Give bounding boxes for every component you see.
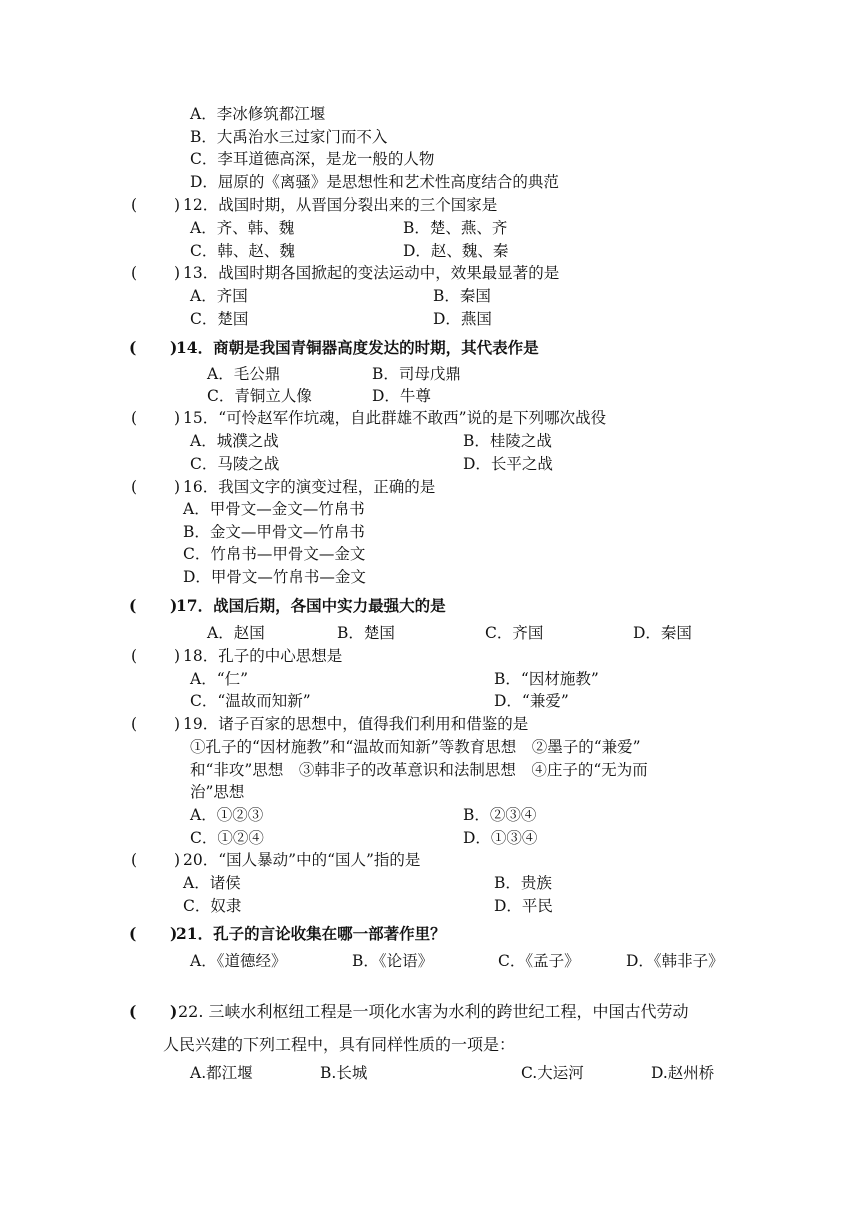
- question-body-line: 和“非攻”思想 ③韩非子的改革意识和法制思想 ④庄子的“无为而: [190, 761, 648, 779]
- answer-paren-close: ): [174, 715, 181, 733]
- option: D．甲骨文—竹帛书—金文: [183, 568, 366, 586]
- option: A.都江堰: [190, 1064, 253, 1082]
- question-stem: 21．孔子的言论收集在哪一部著作里？: [176, 924, 446, 943]
- answer-paren-close: ): [170, 338, 178, 357]
- option: D．秦国: [633, 624, 692, 642]
- option: C．齐国: [485, 624, 544, 642]
- answer-paren-open[interactable]: (: [129, 338, 137, 357]
- option: D．牛尊: [372, 387, 431, 405]
- option: A．齐国: [190, 287, 248, 305]
- q11-option-b: B．大禹治水三过家门而不入: [190, 128, 388, 146]
- option: D．《韩非子》: [626, 952, 724, 970]
- option: A．诸侯: [183, 874, 241, 892]
- option: A．“仁”: [190, 670, 249, 688]
- option: C．竹帛书—甲骨文—金文: [183, 545, 366, 563]
- option: B．《论语》: [352, 952, 434, 970]
- answer-paren-close: ): [174, 264, 181, 282]
- q11-option-a: A．李冰修筑都江堰: [190, 105, 326, 123]
- option: A．①②③: [190, 806, 264, 824]
- option: B．“因材施教”: [494, 670, 599, 688]
- answer-paren-close: ): [174, 409, 181, 427]
- option: A．城濮之战: [190, 432, 279, 450]
- option: C．奴隶: [183, 897, 242, 915]
- answer-paren-close: ): [174, 851, 181, 869]
- answer-paren-close: ): [170, 924, 178, 943]
- option: A．齐、韩、魏: [190, 219, 295, 237]
- option: C．楚国: [190, 310, 249, 328]
- q11-option-c: C．李耳道德高深，是龙一般的人物: [190, 150, 435, 168]
- question-stem: 20．“国人暴动”中的“国人”指的是: [183, 851, 421, 869]
- answer-paren-open[interactable]: (: [131, 478, 138, 496]
- answer-paren-open[interactable]: (: [129, 1002, 137, 1021]
- option: C．韩、赵、魏: [190, 242, 295, 260]
- answer-paren-open[interactable]: (: [131, 647, 138, 665]
- option: A．赵国: [207, 624, 265, 642]
- question-stem: 16．我国文字的演变过程，正确的是: [183, 478, 436, 496]
- option: B．楚国: [337, 624, 395, 642]
- answer-paren-close: ): [170, 596, 178, 615]
- question-stem: 12．战国时期，从晋国分裂出来的三个国家是: [183, 196, 498, 214]
- option: C．《孟子》: [498, 952, 580, 970]
- option: D．长平之战: [463, 455, 553, 473]
- option: B.长城: [320, 1064, 368, 1082]
- option: B．②③④: [463, 806, 537, 824]
- option: D．平民: [494, 897, 553, 915]
- question-stem-continued: 人民兴建的下列工程中，具有同样性质的一项是：: [163, 1035, 516, 1054]
- option: A．毛公鼎: [207, 365, 281, 383]
- answer-paren-close: ): [174, 647, 181, 665]
- option: B．贵族: [494, 874, 552, 892]
- answer-paren-open[interactable]: (: [129, 596, 137, 615]
- option: B．楚、燕、齐: [403, 219, 508, 237]
- option: A．甲骨文—金文—竹帛书: [183, 500, 365, 518]
- q11-option-d: D．屈原的《离骚》是思想性和艺术性高度结合的典范: [190, 173, 559, 191]
- option: B．秦国: [433, 287, 491, 305]
- option: B．司母戊鼎: [372, 365, 461, 383]
- answer-paren-open[interactable]: (: [131, 715, 138, 733]
- option: B．桂陵之战: [463, 432, 552, 450]
- answer-paren-open[interactable]: (: [131, 196, 138, 214]
- option: C．青铜立人像: [207, 387, 312, 405]
- option: D．燕国: [433, 310, 492, 328]
- option: D.赵州桥: [651, 1064, 715, 1082]
- question-stem: 18．孔子的中心思想是: [183, 647, 343, 665]
- question-stem: 14．商朝是我国青铜器高度发达的时期，其代表作是: [176, 338, 539, 357]
- question-stem: 19．诸子百家的思想中，值得我们利用和借鉴的是: [183, 715, 529, 733]
- answer-paren-open[interactable]: (: [131, 264, 138, 282]
- answer-paren-open[interactable]: (: [131, 409, 138, 427]
- question-stem: 15．“可怜赵军作坑魂，自此群雄不敢西”说的是下列哪次战役: [183, 409, 607, 427]
- option: B．金文—甲骨文—竹帛书: [183, 523, 365, 541]
- option: D．赵、魏、秦: [403, 242, 509, 260]
- option: C．马陵之战: [190, 455, 280, 473]
- question-stem: 13．战国时期各国掀起的变法运动中，效果最显著的是: [183, 264, 560, 282]
- answer-paren-close: ): [170, 1002, 178, 1021]
- answer-paren-close: ): [174, 478, 181, 496]
- option: D．“兼爱”: [494, 692, 569, 710]
- option: C．“温故而知新”: [190, 692, 311, 710]
- answer-paren-open[interactable]: (: [131, 851, 138, 869]
- question-stem: 17．战国后期，各国中实力最强大的是: [176, 596, 446, 615]
- question-body-line: ①孔子的“因材施教”和“温故而知新”等教育思想 ②墨子的“兼爱”: [190, 738, 641, 756]
- answer-paren-close: ): [174, 196, 181, 214]
- option: A．《道德经》: [190, 952, 287, 970]
- option: C．①②④: [190, 829, 264, 847]
- answer-paren-open[interactable]: (: [129, 924, 137, 943]
- option: C.大运河: [521, 1064, 584, 1082]
- question-stem: 22. 三峡水利枢纽工程是一项化水害为水利的跨世纪工程，中国古代劳动: [178, 1002, 689, 1021]
- option: D．①③④: [463, 829, 538, 847]
- question-body-line: 治”思想: [190, 783, 245, 801]
